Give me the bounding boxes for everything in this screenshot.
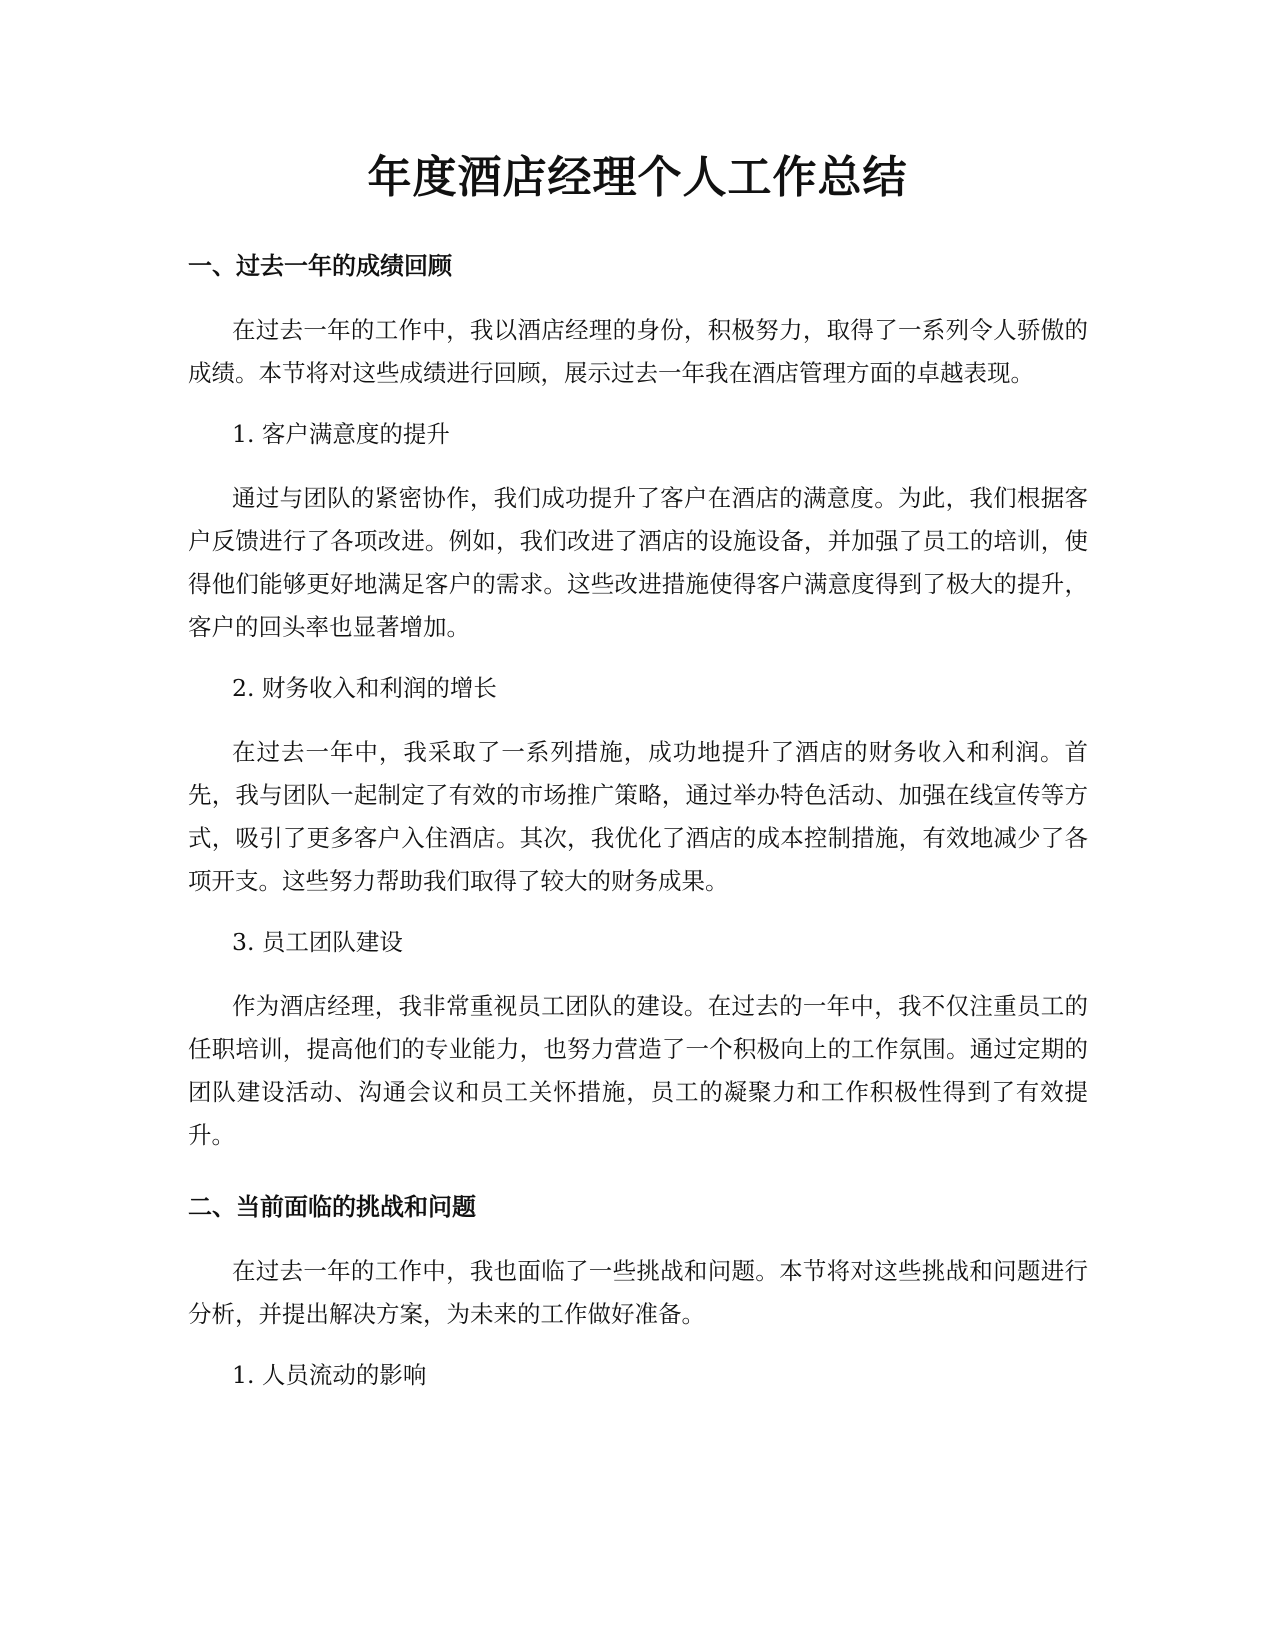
list-item-text: 作为酒店经理，我非常重视员工团队的建设。在过去的一年中，我不仅注重员工的任职培训，提高他们的专业能力，也努力营造了一个积极向上的工作氛围。通过定期的团队建设活动、沟通会议和员工关怀措施，员工的凝聚力和工作积极性得到了有效提升。 xyxy=(188,992,1088,1149)
list-item-label: 2. 财务收入和利润的增长 xyxy=(232,674,497,702)
document-title: 年度酒店经理个人工作总结 xyxy=(367,152,908,203)
list-item-label: 1. 人员流动的影响 xyxy=(232,1361,427,1389)
list-item-text: 通过与团队的紧密协作，我们成功提升了客户在酒店的满意度。为此，我们根据客户反馈进行了各项改进。例如，我们改进了酒店的设施设备，并加强了员工的培训，使得他们能够更好地满足客户的需求。这些改进措施使得客户满意度得到了极大的提升，客户的回头率也显著增加。 xyxy=(188,484,1088,641)
section-heading: 二、当前面临的挑战和问题 xyxy=(188,1193,476,1221)
section-intro: 在过去一年的工作中，我以酒店经理的身份，积极努力，取得了一系列令人骄傲的成绩。本节将对这些成绩进行回顾，展示过去一年我在酒店管理方面的卓越表现。 xyxy=(188,316,1088,387)
list-item-label: 3. 员工团队建设 xyxy=(232,928,403,956)
section-heading: 一、过去一年的成绩回顾 xyxy=(188,252,452,280)
list-item-label: 1. 客户满意度的提升 xyxy=(232,420,450,448)
document-body xyxy=(188,248,1088,1418)
section-intro: 在过去一年的工作中，我也面临了一些挑战和问题。本节将对这些挑战和问题进行分析，并提出解决方案，为未来的工作做好准备。 xyxy=(188,1257,1088,1328)
list-item-text: 在过去一年中，我采取了一系列措施，成功地提升了酒店的财务收入和利润。首先，我与团队一起制定了有效的市场推广策略，通过举办特色活动、加强在线宣传等方式，吸引了更多客户入住酒店。其次，我优化了酒店的成本控制措施，有效地减少了各项开支。这些努力帮助我们取得了较大的财务成果。 xyxy=(188,738,1088,895)
